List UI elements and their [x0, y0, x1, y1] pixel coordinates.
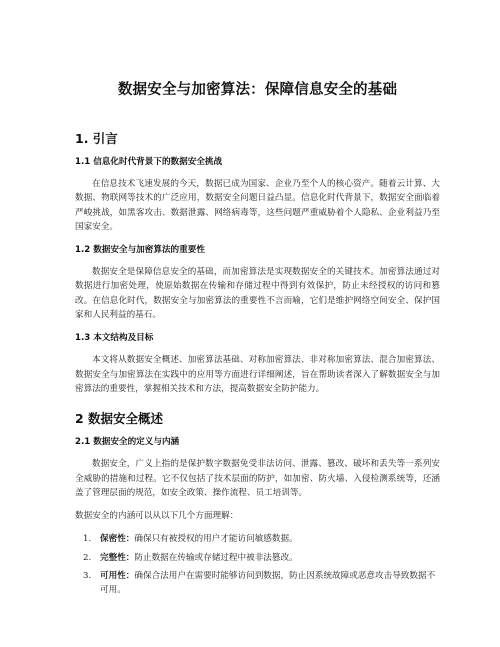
paragraph-2-1: 数据安全，广义上指的是保护数字数据免受非法访问、泄露、篡改、破坏和丢失等一系列安全威胁的措施和过程。它不仅包括了技术层面的防护，如加密、防火墙、入侵检测系统等，还涵盖了管理层面的规范，如安全政策、操作流程、员工培训等。 [75, 459, 440, 498]
document-title: 数据安全与加密算法：保障信息安全的基础 [117, 82, 398, 98]
list-item [75, 532, 440, 546]
list-item-text: 确保只有被授权的用户才能访问敏感数据。 [134, 534, 298, 545]
subsection-heading-1-1: 1.1 信息化时代背景下的数据安全挑战 [75, 157, 223, 167]
section-heading-2: 2 数据安全概述 [75, 411, 164, 427]
paragraph-1-1: 在信息技术飞速发展的今天，数据已成为国家、企业乃至个人的核心资产。随着云计算、大数据、物联网等技术的广泛应用，数据安全问题日益凸显。信息化时代背景下，数据安全面临着严峻挑战，如黑客攻击、数据泄露、网络病毒等，这些问题严重威胁着个人隐私、企业利益乃至国家安全。 [75, 179, 440, 232]
list-item-term: 可用性： [100, 571, 135, 582]
security-aspects-list [75, 532, 440, 597]
list-item-text: 确保合法用户在需要时能够访问到数据，防止因系统故障或恶意攻击导致数据不可用。 [100, 571, 436, 596]
list-item [75, 569, 440, 598]
section-heading-1: 1. 引言 [75, 131, 118, 146]
subsection-heading-2-1: 2.1 数据安全的定义与内涵 [75, 437, 180, 448]
paragraph-1-3: 本文将从数据安全概述、加密算法基础、对称加密算法、非对称加密算法、混合加密算法、数据安全与加密算法在实践中的应用等方面进行详细阐述，旨在帮助读者深入了解数据安全与加密算法的重要性，掌握相关技术和方法，提高数据安全防护能力。 [75, 355, 440, 394]
list-item-number: 2. [83, 552, 92, 563]
subsection-heading-1-2: 1.2 数据安全与加密算法的重要性 [75, 245, 205, 256]
list-item-text: 防止数据在传输或存储过程中被非法篡改。 [134, 552, 298, 563]
paragraph-2-1-intro: 数据安全的内涵可以从以下几个方面理解： [75, 511, 239, 522]
list-item-number: 1. [83, 534, 92, 545]
list-item [75, 551, 440, 565]
subsection-heading-1-3: 1.3 本文结构及目标 [75, 333, 154, 344]
paragraph-1-2: 数据安全是保障信息安全的基础，而加密算法是实现数据安全的关键技术。加密算法通过对数据进行加密处理，使原始数据在传输和存储过程中得到有效保护，防止未经授权的访问和篡改。在信息化时代，数据安全与加密算法的重要性不言而喻，它们是维护网络空间安全、保护国家和人民利益的基石。 [75, 267, 440, 321]
list-item-term: 完整性： [100, 552, 135, 563]
list-item-number: 3. [83, 571, 92, 582]
list-item-term: 保密性： [100, 534, 135, 545]
